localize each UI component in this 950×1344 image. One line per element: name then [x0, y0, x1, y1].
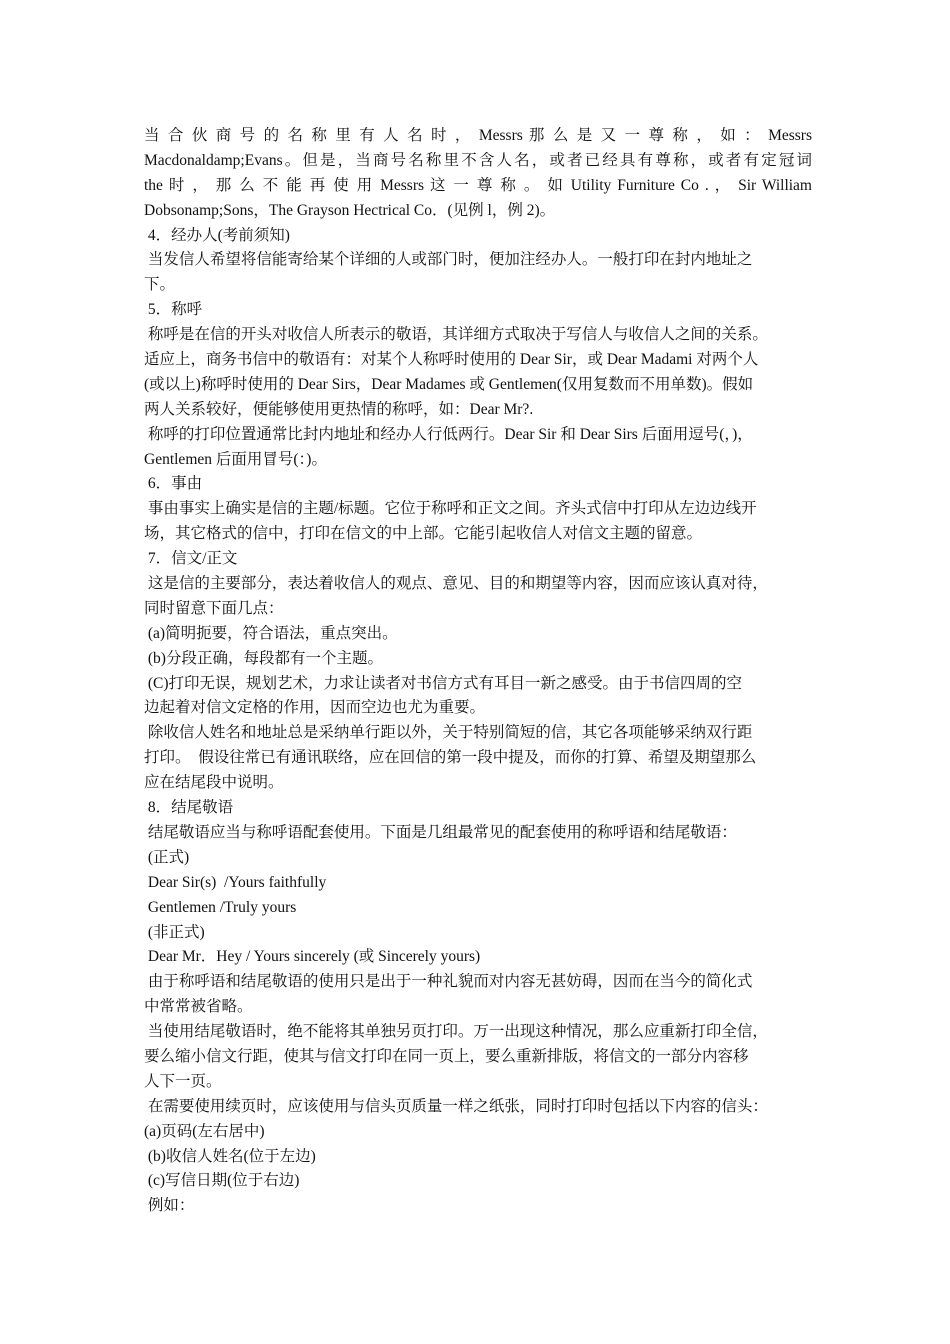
text-line: Dear Sir(s) /Yours faithfully	[144, 873, 327, 891]
text-line: 两人关系较好，便能够使用更热情的称呼，如：Dear Mr?.	[144, 400, 534, 418]
text-line: 人下一页。	[144, 1072, 222, 1090]
text-line: 7．信文/正文	[144, 550, 238, 568]
text-line: Gentlemen 后面用冒号(：)。	[144, 450, 327, 468]
text-line: (a)简明扼要，符合语法，重点突出。	[144, 624, 398, 642]
text-line: (或以上)称呼时使用的 Dear Sirs，Dear Madames 或 Gentlemen(仅用复数而不用单数)。假如	[144, 375, 754, 393]
document-page	[144, 124, 812, 1219]
text-line: 结尾敬语应当与称呼语配套使用。下面是几组最常见的配套使用的称呼语和结尾敬语：	[144, 823, 737, 841]
text-line: 称呼的打印位置通常比封内地址和经办人行低两行。Dear Sir 和 Dear Sirs 后面用逗号(，)，	[144, 425, 753, 443]
text-line: 称呼是在信的开头对收信人所表示的敬语，其详细方式取决于写信人与收信人之间的关系。	[144, 326, 768, 344]
text-line: 要么缩小信文行距，使其与信文打印在同一页上，要么重新排版，将信文的一部分内容移	[144, 1047, 749, 1065]
text-line: 6．事由	[144, 475, 203, 493]
text-line: (非正式)	[144, 923, 205, 941]
text-line: 在需要使用续页时，应该使用与信头页质量一样之纸张，同时打印时包括以下内容的信头：	[144, 1097, 768, 1115]
text-line: 下。	[144, 276, 176, 294]
text-line: (b)分段正确，每段都有一个主题。	[144, 649, 383, 667]
text-line: 边起着对信文定格的作用，因而空边也尤为重要。	[144, 699, 486, 717]
text-line: 事由事实上确实是信的主题/标题。它位于称呼和正文之间。齐头式信中打印从左边边线开	[144, 500, 757, 518]
text-line: 当 合 伙 商 号 的 名 称 里 有 人 名 时 ， Messrs 那 么 是 又 一 尊 称 ， 如 ： Messrs	[144, 127, 812, 144]
text-line: 由于称呼语和结尾敬语的使用只是出于一种礼貌而对内容无甚妨碍，因而在当今的简化式	[144, 973, 753, 991]
text-line: Dear Mr．Hey / Yours sincerely (或 Sincerely yours)	[144, 948, 481, 966]
text-line: 4．经办人(考前须知)	[144, 226, 290, 244]
text-line: 5．称呼	[144, 301, 203, 319]
text-line: (正式)	[144, 848, 190, 866]
text-line: 当使用结尾敬语时，绝不能将其单独另页打印。万一出现这种情况，那么应重新打印全信，	[144, 1023, 768, 1041]
text-line: 场，其它格式的信中，打印在信文的中上部。它能引起收信人对信文主题的留意。	[144, 525, 703, 543]
text-line: 除收信人姓名和地址总是采纳单行距以外，关于特别简短的信，其它各项能够采纳双行距	[144, 724, 753, 742]
text-line: 8．结尾敬语	[144, 799, 234, 817]
text-line: 当发信人希望将信能寄给某个详细的人或部门时，便加注经办人。一般打印在封内地址之	[144, 251, 753, 269]
text-line: (c)写信日期(位于右边)	[144, 1172, 300, 1190]
text-line: 同时留意下面几点：	[144, 599, 284, 617]
text-line: 打印。 假设往常已有通讯联络，应在回信的第一段中提及，而你的打算、希望及期望那么	[144, 749, 757, 767]
text-line: 适应上，商务书信中的敬语有：对某个人称呼时使用的 Dear Sir，或 Dear Madami 对两个人	[144, 351, 759, 369]
text-line: (b)收信人姓名(位于左边)	[144, 1147, 316, 1165]
text-line: the 时 ， 那 么 不 能 再 使 用 Messrs 这 一 尊 称 。 如 Utility Furniture Co . ， Sir William	[144, 176, 812, 194]
text-line: (C)打印无误，规划艺术，力求让读者对书信方式有耳目一新之感受。由于书信四周的空	[144, 674, 743, 692]
text-line: 例如：	[144, 1197, 195, 1215]
text-line: Macdonaldamp;Evans。但是，当商号名称里不含人名，或者已经具有尊称，或者有定冠词	[144, 151, 812, 169]
text-line: 应在结尾段中说明。	[144, 774, 284, 792]
text-line: Dobsonamp;Sons，The Grayson Hectrical Co．(见例 l，例 2)。	[144, 201, 556, 219]
text-line: Gentlemen /Truly yours	[144, 898, 297, 916]
text-line: 中常常被省略。	[144, 998, 253, 1016]
text-line: 这是信的主要部分，表达着收信人的观点、意见、目的和期望等内容，因而应该认真对待，	[144, 575, 768, 593]
text-line: (a)页码(左右居中)	[144, 1122, 265, 1140]
document-body	[144, 124, 812, 1219]
